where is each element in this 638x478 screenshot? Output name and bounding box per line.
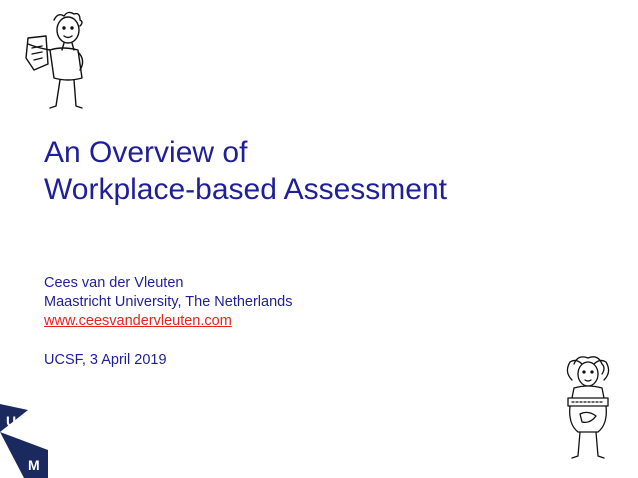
- website-link[interactable]: www.ceesvandervleuten.com: [44, 313, 232, 329]
- spacer: [44, 331, 544, 351]
- logo-letter-m: M: [28, 457, 40, 473]
- logo-letter-u: U: [6, 413, 17, 429]
- cartoon-figure-top-illustration: [16, 8, 96, 116]
- author-affiliation: Maastricht University, The Netherlands: [44, 294, 293, 310]
- maastricht-university-logo: [0, 404, 48, 478]
- presenter-info: [44, 274, 544, 370]
- event-date: UCSF, 3 April 2019: [44, 352, 167, 368]
- slide-title-line-2: Workplace-based Assessment: [44, 173, 447, 206]
- author-name: Cees van der Vleuten: [44, 275, 184, 291]
- slide-title: [44, 134, 624, 208]
- slide-title-line-1: An Overview of: [44, 136, 248, 169]
- cartoon-figure-bottom-illustration: [552, 352, 624, 464]
